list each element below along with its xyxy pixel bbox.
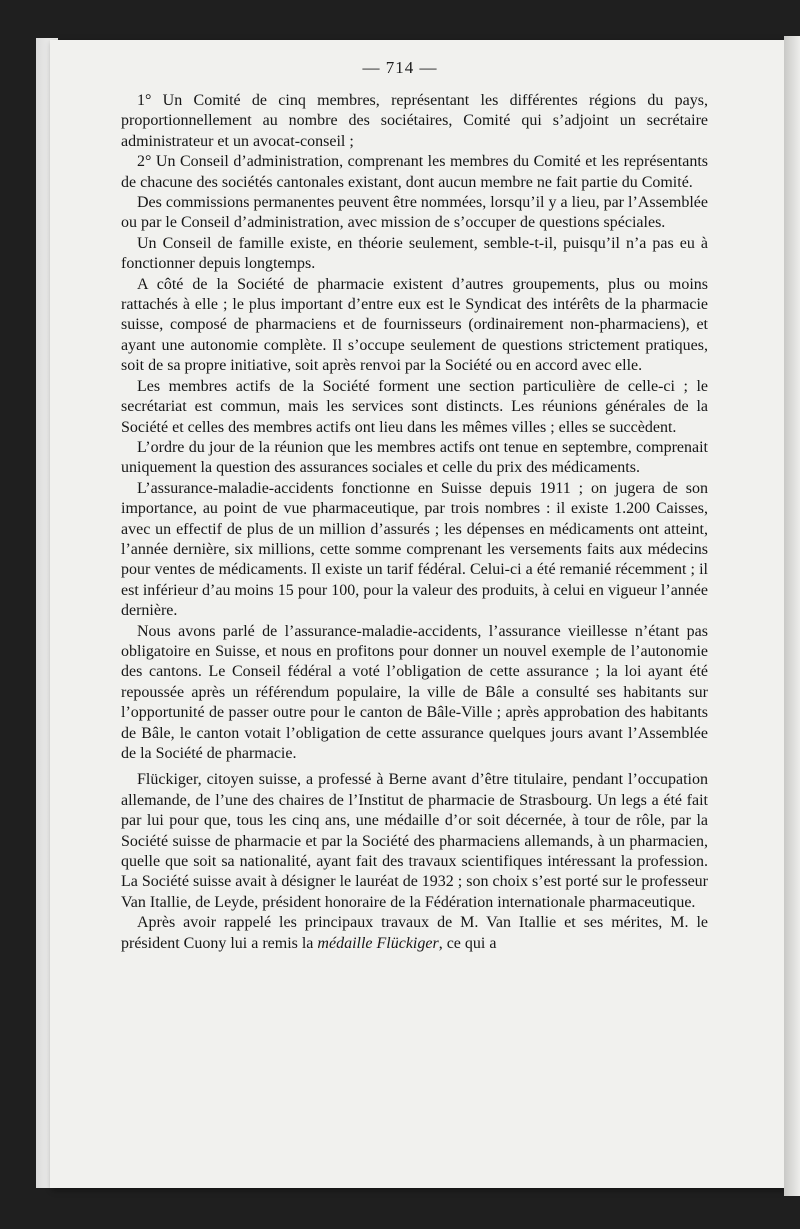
paragraph-medaille <box>121 913 708 954</box>
paragraph-ordre-du-jour: L’ordre du jour de la réunion que les membres actifs ont tenue en septembre, comprenait uniquement la question des assurances sociales et celle du prix des médicaments. <box>121 438 708 477</box>
body-text <box>121 91 708 954</box>
paragraph-comite: 1° Un Comité de cinq membres, représentant les différentes régions du pays, proportionnellement au nombre des sociétaires, Comité qui s’adjoint un secrétaire administrateur et un avocat-conseil ; <box>121 92 708 150</box>
paragraph-assurance-vieillesse: Nous avons parlé de l’assurance-maladie-accidents, l’assurance vieillesse n’étant pas obligatoire en Suisse, et nous en profitons pour donner un nouvel exemple de l’autonomie des cantons. Le Conseil fédéral a voté l’obligation de cette assurance ; la loi ayant été repoussée après un référendum populaire, la ville de Bâle a consulté ses habitants sur l’opportunité de passer outre pour le canton de Bâle-Ville ; après approbation des habitants de Bâle, le canton votait l’obligation de cette assurance quelques jours avant l’Assemblée de la Société de pharmacie. <box>121 622 708 762</box>
paragraph-membres-actifs: Les membres actifs de la Société forment une section particulière de celle-ci ; le secrétariat est commun, mais les services sont distincts. Les réunions générales de la Société et celles des membres actifs ont lieu dans les mêmes villes ; elles se succèdent. <box>121 377 708 436</box>
medaille-text-end: , ce qui a <box>438 934 497 952</box>
page-number: — 714 — <box>362 58 438 77</box>
medaille-emphasis: médaille Flückiger <box>317 934 439 952</box>
paragraph-fluckiger: Flückiger, citoyen suisse, a professé à Berne avant d’être titulaire, pendant l’occupation allemande, de l’une des chaires de l’Institut de pharmacie de Strasbourg. Un legs a été fait par lui pour que, tous les cinq ans, une médaille d’or soit décernée, à tour de rôle, par la Société suisse de pharmacie et par la Société des pharmaciens allemands, à un pharmacien, quelle que soit sa nationalité, ayant fait des travaux scientifiques intéressant la profession. La Société suisse avait à désigner le lauréat de 1932 ; son choix s’est porté sur le professeur Van Itallie, de Leyde, président honoraire de la Fédération internationale pharmaceutique. <box>121 771 708 911</box>
page-edge <box>784 36 800 1196</box>
medaille-text-start: Après avoir rappelé les principaux travaux de M. Van Itallie et ses mérites, M. le président Cuony lui a remis la <box>121 914 708 952</box>
paragraph-commissions: Des commissions permanentes peuvent être nommées, lorsqu’il y a lieu, par l’Assemblée ou par le Conseil d’administration, avec mission de s’occuper de questions spéciales. <box>121 194 708 232</box>
paragraph-assurance-maladie: L’assurance-maladie-accidents fonctionne en Suisse depuis 1911 ; on jugera de son importance, au point de vue pharmaceutique, par trois nombres : il existe 1.200 Caisses, avec un effectif de plus de un million d’assurés ; les dépenses en médicaments ont atteint, l’année dernière, six millions, cette somme comprenant les versements faits aux médecins pour ventes de médicaments. Il existe un tarif fédéral. Celui-ci a été remanié récemment ; il est inférieur d’au moins 15 pour 100, pour la valeur des produits, à celui en vigueur l’année dernière. <box>121 479 708 620</box>
paragraph-conseil-administration: 2° Un Conseil d’administration, comprenant les membres du Comité et les représentants de chacune des sociétés cantonales existant, dont aucun membre ne fait partie du Comité. <box>121 153 708 191</box>
paragraph-conseil-famille: Un Conseil de famille existe, en théorie seulement, semble-t-il, puisqu’il n’a pas eu à fonctionner depuis longtemps. <box>121 234 708 273</box>
paragraph-syndicat: A côté de la Société de pharmacie existent d’autres groupements, plus ou moins rattachés à elle ; le plus important d’entre eux est le Syndicat des intérêts de la pharmacie suisse, composé de pharmaciens et de fournisseurs (ordinairement non-pharmaciens), et ayant une autonomie complète. Il s’occupe seulement de questions strictement pratiques, soit de sa propre initiative, soit après renvoi par la Société ou en accord avec elle. <box>121 275 708 375</box>
